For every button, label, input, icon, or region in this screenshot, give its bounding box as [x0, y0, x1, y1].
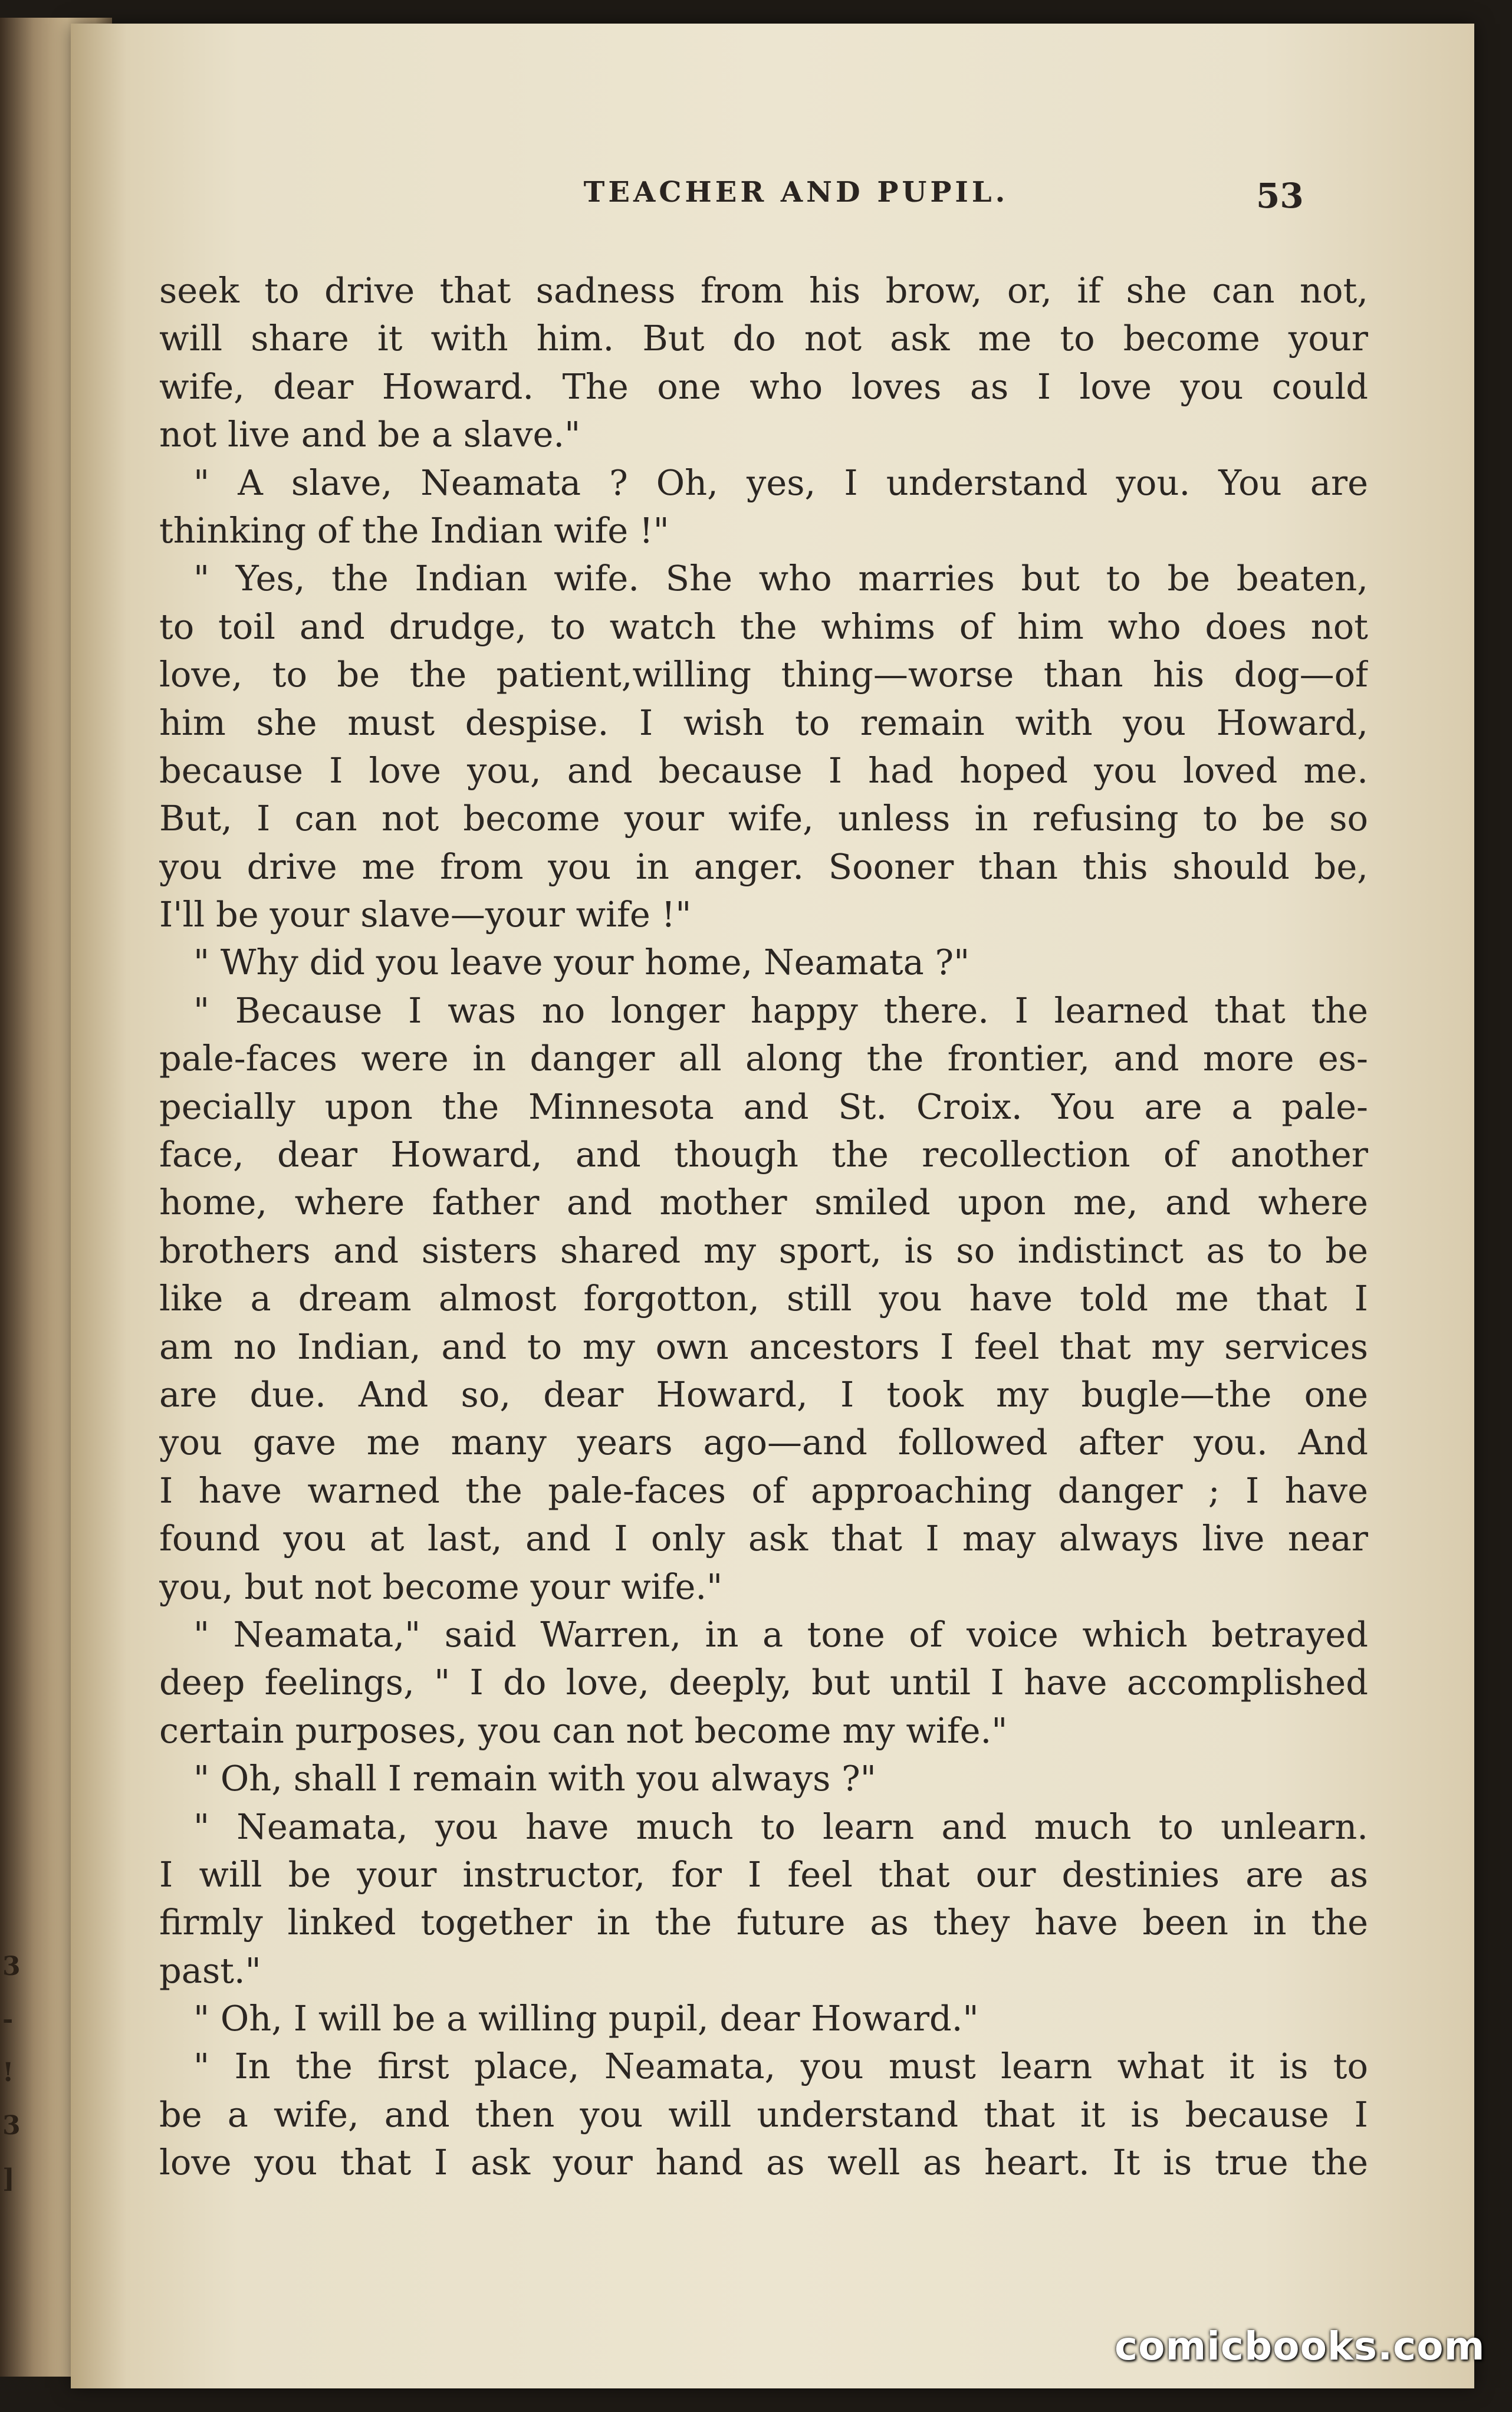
text-line: But, I can not become your wife, unless in refusing to be so: [159, 798, 1368, 839]
text-line: love you that I ask your hand as well as heart. It is true the: [159, 2142, 1368, 2183]
spine-mark: 3: [2, 2111, 21, 2141]
text-line: am no Indian, and to my own ancestors I feel that my services: [159, 1326, 1368, 1367]
body-text: [159, 267, 1368, 2187]
text-line: pale-faces were in danger all along the frontier, and more es-: [159, 1038, 1368, 1079]
text-line: because I love you, and because I had hoped you loved me.: [159, 750, 1368, 791]
text-line: " Because I was no longer happy there. I learned that the: [193, 990, 1368, 1031]
text-line: found you at last, and I only ask that I may always live near: [159, 1518, 1368, 1559]
text-line: face, dear Howard, and though the recollection of another: [159, 1134, 1368, 1175]
text-line: love, to be the patient,willing thing—worse than his dog—of: [159, 654, 1368, 695]
text-line: " In the first place, Neamata, you must learn what it is to: [193, 2046, 1368, 2087]
text-line: certain purposes, you can not become my wife.": [159, 1710, 1008, 1751]
text-line: " Neamata," said Warren, in a tone of voice which betrayed: [193, 1614, 1368, 1655]
running-head: TEACHER AND PUPIL.: [583, 176, 1009, 209]
text-line: firmly linked together in the future as they have been in the: [159, 1902, 1368, 1943]
text-line: thinking of the Indian wife !": [159, 510, 669, 551]
text-line: " A slave, Neamata ? Oh, yes, I understand you. You are: [193, 462, 1368, 503]
text-line: seek to drive that sadness from his brow, or, if she can not,: [159, 270, 1368, 311]
spine-mark: -: [2, 2004, 14, 2035]
book-page: [71, 24, 1474, 2388]
text-line: I'll be your slave—your wife !": [159, 894, 692, 935]
text-line: are due. And so, dear Howard, I took my bugle—the one: [159, 1373, 1368, 1415]
page-header: [71, 176, 1474, 223]
text-line: deep feelings, " I do love, deeply, but until I have accomplished: [159, 1662, 1368, 1703]
text-line: will share it with him. But do not ask me to become your: [159, 318, 1368, 359]
page-number: 53: [1256, 176, 1304, 216]
text-line: I will be your instructor, for I feel that our destinies are as: [159, 1854, 1368, 1895]
spine-marks: [2, 1940, 20, 2206]
text-line: him she must despise. I wish to remain with you Howard,: [159, 702, 1368, 743]
text-line: be a wife, and then you will understand that it is because I: [159, 2094, 1368, 2135]
text-line: " Oh, shall I remain with you always ?": [193, 1758, 876, 1799]
spine-mark: 3: [2, 1951, 21, 1981]
text-line: pecially upon the Minnesota and St. Croix. You are a pale-: [159, 1086, 1368, 1127]
text-line: you drive me from you in anger. Sooner than this should be,: [159, 846, 1368, 887]
text-line: " Why did you leave your home, Neamata ?": [193, 942, 970, 983]
text-line: wife, dear Howard. The one who loves as I love you could: [159, 366, 1368, 407]
text-line: I have warned the pale-faces of approaching danger ; I have: [159, 1470, 1368, 1511]
spine-mark: ]: [2, 2164, 15, 2194]
site-watermark: comicbooks.com: [1115, 2324, 1485, 2369]
text-line: " Yes, the Indian wife. She who marries but to be beaten,: [193, 558, 1368, 599]
text-line: home, where father and mother smiled upon me, and where: [159, 1182, 1368, 1223]
text-line: to toil and drudge, to watch the whims of him who does not: [159, 606, 1368, 647]
text-line: you, but not become your wife.": [159, 1566, 723, 1607]
text-line: " Neamata, you have much to learn and much to unlearn.: [193, 1806, 1368, 1847]
text-line: not live and be a slave.": [159, 414, 581, 455]
text-line: " Oh, I will be a willing pupil, dear Howard.": [193, 1998, 979, 2039]
text-line: past.": [159, 1950, 261, 1991]
text-line: brothers and sisters shared my sport, is so indistinct as to be: [159, 1230, 1368, 1271]
spine-mark: !: [2, 2058, 14, 2088]
text-line: like a dream almost forgotton, still you have told me that I: [159, 1278, 1368, 1319]
text-line: you gave me many years ago—and followed after you. And: [159, 1422, 1368, 1463]
